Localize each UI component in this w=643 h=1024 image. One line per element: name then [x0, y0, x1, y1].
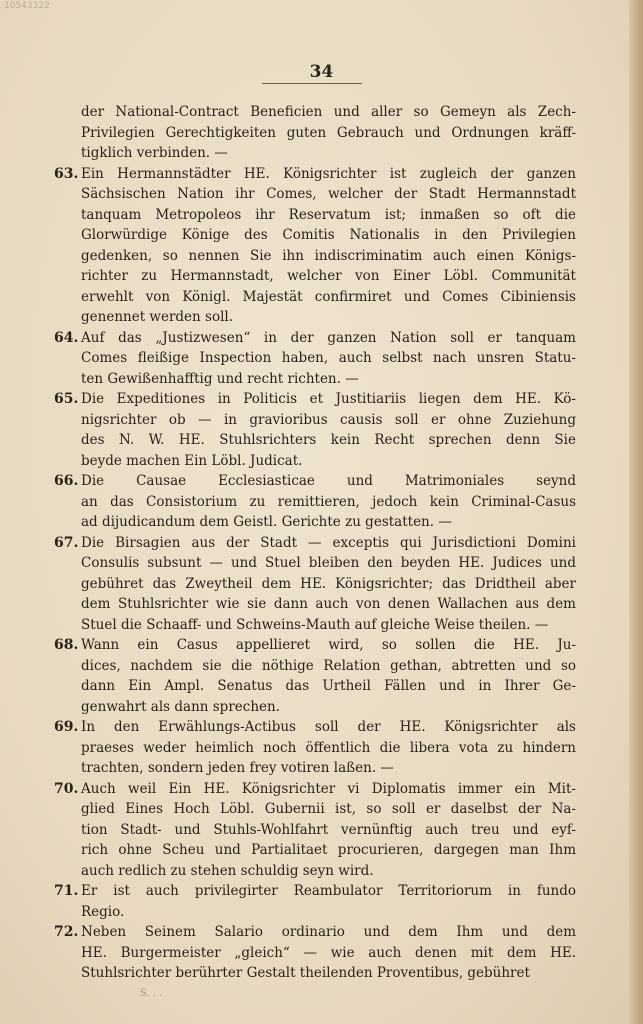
paragraph — [54, 328, 576, 390]
text-line: erwehlt von Königl. Majestät confirmiret und Comes Cibiniensis — [81, 288, 576, 305]
text-line: tigklich verbinden. — — [81, 145, 228, 161]
text-line: In den Erwählungs-Actibus soll der HE. Königsrichter als — [81, 719, 576, 735]
paragraph-number: 66. — [54, 473, 79, 489]
text-line: Er ist auch privilegirter Reambulator Territoriorum in fundo — [81, 883, 576, 899]
text-line: Regio. — [81, 903, 125, 920]
paragraph — [54, 164, 576, 328]
text-line: Consulis subsunt — und Stuel bleiben den beyden HE. Judices und — [81, 555, 576, 571]
text-line: HE. Burgermeister „gleich“ — wie auch denen mit dem HE. — [81, 944, 576, 961]
text-line: tanquam Metropoleos ihr Reservatum ist; inmaßen so oft die — [81, 206, 576, 223]
text-line: trachten, sondern jeden frey votiren laßen. — — [81, 760, 394, 776]
text-line: Stuhlsrichter berührter Gestalt theilenden Proventibus, gebühret — [81, 965, 530, 981]
paragraph-number: 63. — [54, 165, 79, 182]
text-line: genwahrt als dann sprechen. — [81, 698, 280, 715]
text-line: Sächsischen Nation ihr Comes, welcher der Stadt Hermannstadt — [81, 186, 576, 202]
text-line: ad dijudicandum dem Geistl. Gerichte zu gestatten. — — [81, 514, 452, 530]
paragraph-number: 65. — [54, 391, 79, 407]
body-text — [54, 102, 576, 984]
text-line: Privilegien Gerechtigkeiten guten Gebrauch und Ordnungen kräff- — [81, 124, 576, 141]
text-line: praeses weder heimlich noch öffentlich die libera vota zu hindern — [81, 739, 576, 756]
paragraph-number: 71. — [54, 883, 79, 899]
text-line: Die Birsagien aus der Stadt — exceptis qui Jurisdictioni Domini — [81, 534, 576, 551]
text-line: Neben Seinem Salario ordinario und dem Ihm und dem — [81, 924, 576, 940]
text-line: Auf das „Justizwesen“ in der ganzen Nation soll er tanquam — [81, 329, 576, 346]
paragraph — [54, 717, 576, 779]
text-line: Ein Hermannstädter HE. Königsrichter ist zugleich der ganzen — [81, 165, 576, 182]
text-line: nigsrichter ob — in gravioribus causis soll er ohne Zuziehung — [81, 411, 576, 428]
text-line: rich ohne Scheu und Partialitaet procurieren, dargegen man Ihm — [81, 842, 576, 858]
text-line: gebühret das Zweytheil dem HE. Königsrichter; das Dridtheil aber — [81, 575, 576, 592]
paragraph — [54, 779, 576, 882]
header-rule — [262, 83, 362, 84]
text-line: Die Expeditiones in Politicis et Justitiariis liegen dem HE. Kö- — [81, 391, 576, 407]
paragraph — [54, 389, 576, 471]
text-line: Stuel die Schaaff- und Schweins-Mauth auf gleiche Weise theilen. — — [81, 616, 549, 633]
paragraph-number: 64. — [54, 329, 79, 346]
paragraph — [54, 533, 576, 636]
paragraph — [54, 635, 576, 717]
text-line: beyde machen Ein Löbl. Judicat. — [81, 452, 303, 469]
text-line: dices, nachdem sie die nöthige Relation gethan, abtretten und so — [81, 657, 576, 674]
scan-id: 10543322 — [4, 1, 50, 11]
text-line: Auch weil Ein HE. Königsrichter vi Diplomatis immer ein Mit- — [81, 780, 576, 797]
text-line: an das Consistorium zu remittieren, jedoch kein Criminal-Casus — [81, 493, 576, 510]
paragraph — [54, 881, 576, 922]
page-number: 34 — [309, 62, 334, 82]
paragraph-number: 67. — [54, 534, 79, 551]
paragraph — [54, 102, 576, 164]
text-line: Comes fleißige Inspection haben, auch selbst nach unsren Statu- — [81, 350, 576, 366]
text-line: tion Stadt- und Stuhls-Wohlfahrt vernünftig auch treu und eyf- — [81, 821, 576, 838]
text-line: der National-Contract Beneficien und aller so Gemeyn als Zech- — [81, 104, 576, 120]
text-line: glied Eines Hoch Löbl. Gubernii ist, so soll er daselbst der Na- — [81, 801, 576, 817]
paragraph-number: 69. — [54, 719, 79, 735]
text-line: gedenken, so nennen Sie ihn indiscriminatim auch einen Königs- — [81, 247, 576, 264]
text-line: des N. W. HE. Stuhlsrichters kein Recht sprechen denn Sie — [81, 432, 576, 448]
text-line: dem Stuhlsrichter wie sie dann auch von denen Wallachen aus dem — [81, 596, 576, 612]
paragraph — [54, 471, 576, 533]
footer-mark: S. . . — [140, 988, 163, 999]
text-line: Die Causae Ecclesiasticae und Matrimoniales seynd — [81, 473, 576, 489]
text-line: dann Ein Ampl. Senatus das Urtheil Fällen und in Ihrer Ge- — [81, 678, 576, 694]
paragraph — [54, 922, 576, 984]
paragraph-number: 68. — [54, 637, 79, 653]
paragraph-number: 70. — [54, 780, 79, 797]
page-edge — [629, 0, 643, 1024]
text-line: Glorwürdige Könige des Comitis Nationalis in den Privilegien — [81, 227, 576, 243]
text-line: ten Gewißenhafftig und recht richten. — — [81, 370, 359, 387]
paragraph-number: 72. — [54, 924, 79, 940]
text-line: Wann ein Casus appellieret wird, so sollen die HE. Ju- — [81, 637, 576, 653]
text-line: genennet werden soll. — [81, 309, 234, 325]
text-line: auch redlich zu stehen schuldig seyn wird. — [81, 862, 374, 879]
text-line: richter zu Hermannstadt, welcher von Einer Löbl. Communität — [81, 268, 576, 284]
